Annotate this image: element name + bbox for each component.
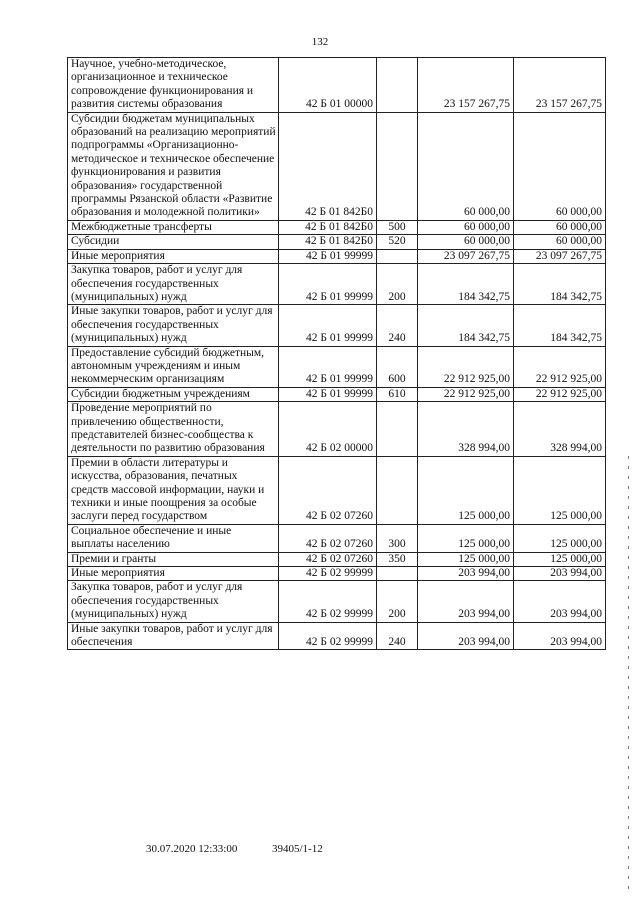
row-amount-1: 184 342,75 xyxy=(418,305,514,346)
table-row xyxy=(68,112,606,220)
table-row xyxy=(68,567,606,581)
row-type: 200 xyxy=(377,264,418,305)
row-name: Иные закупки товаров, работ и услуг для обеспечения xyxy=(68,622,279,650)
table-row xyxy=(68,346,606,387)
row-type: 350 xyxy=(377,552,418,566)
row-code: 42 Б 02 07260 xyxy=(279,456,377,524)
row-amount-2: 23 157 267,75 xyxy=(514,58,606,113)
row-name: Проведение мероприятий по привлечению общественности, представителей бизнес-сообщества к деятельности по развитию образования xyxy=(68,402,279,457)
row-amount-1: 203 994,00 xyxy=(418,581,514,622)
row-name: Иные закупки товаров, работ и услуг для обеспечения государственных (муниципальных) нужд xyxy=(68,305,279,346)
row-amount-1: 22 912 925,00 xyxy=(418,346,514,387)
row-amount-2: 60 000,00 xyxy=(514,220,606,234)
row-amount-2: 203 994,00 xyxy=(514,622,606,650)
row-name: Иные мероприятия xyxy=(68,249,279,263)
row-code: 42 Б 01 99999 xyxy=(279,387,377,401)
row-amount-1: 184 342,75 xyxy=(418,264,514,305)
row-amount-1: 125 000,00 xyxy=(418,552,514,566)
table-row xyxy=(68,235,606,249)
row-type: 520 xyxy=(377,235,418,249)
row-amount-2: 22 912 925,00 xyxy=(514,387,606,401)
row-amount-1: 60 000,00 xyxy=(418,112,514,220)
row-amount-2: 125 000,00 xyxy=(514,552,606,566)
row-amount-1: 23 097 267,75 xyxy=(418,249,514,263)
row-type xyxy=(377,58,418,113)
row-code: 42 Б 01 99999 xyxy=(279,305,377,346)
row-code: 42 Б 01 99999 xyxy=(279,346,377,387)
row-amount-1: 125 000,00 xyxy=(418,524,514,552)
row-amount-1: 60 000,00 xyxy=(418,235,514,249)
row-code: 42 Б 01 00000 xyxy=(279,58,377,113)
row-type xyxy=(377,112,418,220)
row-name: Иные мероприятия xyxy=(68,567,279,581)
row-code: 42 Б 01 99999 xyxy=(279,264,377,305)
table-row xyxy=(68,387,606,401)
row-name: Субсидии xyxy=(68,235,279,249)
row-amount-2: 60 000,00 xyxy=(514,235,606,249)
row-name: Премии и гранты xyxy=(68,552,279,566)
row-code: 42 Б 02 07260 xyxy=(279,552,377,566)
budget-table xyxy=(67,57,606,650)
page-number: 132 xyxy=(311,36,329,48)
row-type: 600 xyxy=(377,346,418,387)
row-name: Закупка товаров, работ и услуг для обеспечения государственных (муниципальных) нужд xyxy=(68,264,279,305)
row-code: 42 Б 02 99999 xyxy=(279,581,377,622)
row-name: Премии в области литературы и искусства, образования, печатных средств массовой информации, науки и техники и иные поощрения за особые заслуги перед государством xyxy=(68,456,279,524)
row-amount-2: 203 994,00 xyxy=(514,581,606,622)
row-amount-2: 23 097 267,75 xyxy=(514,249,606,263)
row-name: Научное, учебно-методическое, организационное и техническое сопровождение функционирования и развития системы образования xyxy=(68,58,279,113)
table-row xyxy=(68,622,606,650)
row-code: 42 Б 01 99999 xyxy=(279,249,377,263)
row-amount-2: 184 342,75 xyxy=(514,305,606,346)
row-name: Межбюджетные трансферты xyxy=(68,220,279,234)
row-name: Предоставление субсидий бюджетным, автономным учреждениям и иным некоммерческим организациям xyxy=(68,346,279,387)
row-amount-2: 22 912 925,00 xyxy=(514,346,606,387)
row-type xyxy=(377,249,418,263)
table-row xyxy=(68,220,606,234)
row-amount-1: 22 912 925,00 xyxy=(418,387,514,401)
table-row xyxy=(68,264,606,305)
row-type: 500 xyxy=(377,220,418,234)
row-code: 42 Б 01 842Б0 xyxy=(279,235,377,249)
row-amount-2: 60 000,00 xyxy=(514,112,606,220)
row-type xyxy=(377,567,418,581)
row-code: 42 Б 02 00000 xyxy=(279,402,377,457)
margin-scan-marks xyxy=(628,456,631,896)
row-code: 42 Б 02 99999 xyxy=(279,567,377,581)
row-name: Субсидии бюджетам муниципальных образований на реализацию мероприятий подпрограммы «Организационно-методическое и техническое обеспечение функционирования и развития образования» государственной программы Рязанской области «Развитие образования и молодежной политики» xyxy=(68,112,279,220)
row-type: 200 xyxy=(377,581,418,622)
footer-doc-number: 39405/1-12 xyxy=(272,843,323,855)
row-type xyxy=(377,402,418,457)
row-type: 240 xyxy=(377,305,418,346)
row-amount-2: 125 000,00 xyxy=(514,524,606,552)
row-code: 42 Б 01 842Б0 xyxy=(279,220,377,234)
row-name: Закупка товаров, работ и услуг для обеспечения государственных (муниципальных) нужд xyxy=(68,581,279,622)
footer-date: 30.07.2020 12:33:00 xyxy=(146,843,238,855)
row-code: 42 Б 01 842Б0 xyxy=(279,112,377,220)
table-row xyxy=(68,524,606,552)
row-amount-2: 328 994,00 xyxy=(514,402,606,457)
row-type: 610 xyxy=(377,387,418,401)
row-code: 42 Б 02 99999 xyxy=(279,622,377,650)
row-amount-2: 125 000,00 xyxy=(514,456,606,524)
row-amount-1: 328 994,00 xyxy=(418,402,514,457)
table-row xyxy=(68,249,606,263)
row-amount-1: 125 000,00 xyxy=(418,456,514,524)
row-amount-1: 60 000,00 xyxy=(418,220,514,234)
table-row xyxy=(68,456,606,524)
row-amount-1: 23 157 267,75 xyxy=(418,58,514,113)
row-type xyxy=(377,456,418,524)
row-name: Социальное обеспечение и иные выплаты населению xyxy=(68,524,279,552)
row-amount-1: 203 994,00 xyxy=(418,567,514,581)
row-code: 42 Б 02 07260 xyxy=(279,524,377,552)
row-amount-1: 203 994,00 xyxy=(418,622,514,650)
table-row xyxy=(68,581,606,622)
table-row xyxy=(68,552,606,566)
row-amount-2: 184 342,75 xyxy=(514,264,606,305)
row-type: 240 xyxy=(377,622,418,650)
row-amount-2: 203 994,00 xyxy=(514,567,606,581)
row-type: 300 xyxy=(377,524,418,552)
table-row xyxy=(68,58,606,113)
table-row xyxy=(68,305,606,346)
row-name: Субсидии бюджетным учреждениям xyxy=(68,387,279,401)
table-row xyxy=(68,402,606,457)
